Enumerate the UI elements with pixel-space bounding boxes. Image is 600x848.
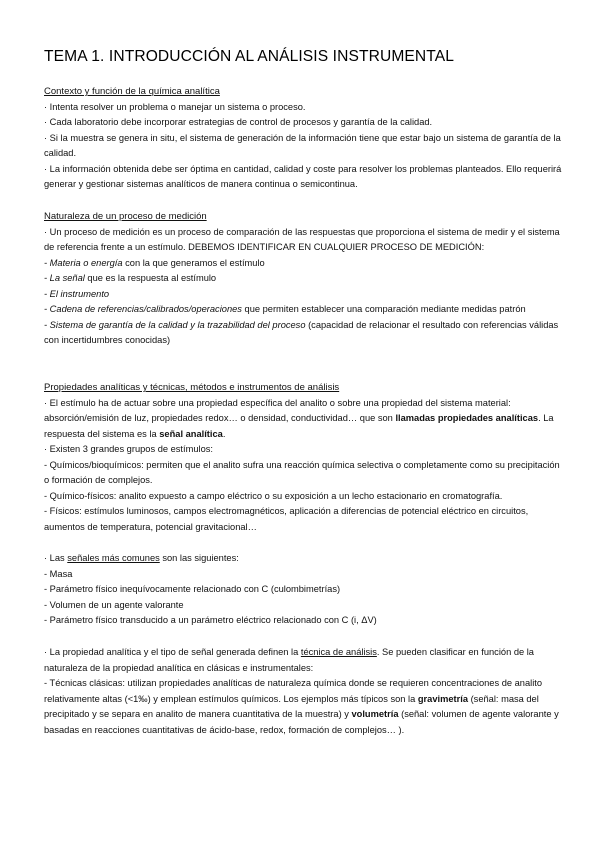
list-item: - Masa bbox=[44, 568, 73, 579]
paragraph: · La información obtenida debe ser óptima en cantidad, calidad y coste para resolver los problemas planteados. Ello requerirá generar y gestionar sistemas analíticos de manera continua o semicontinua. bbox=[44, 163, 562, 189]
list-item: - Cadena de referencias/calibrados/operaciones que permiten establecer una comparación mediante medidas patrón bbox=[44, 304, 526, 314]
paragraph: · Si la muestra se genera in situ, el sistema de generación de la información tiene que estar bajo un sistema de garantía de la calidad. bbox=[44, 132, 561, 158]
emphasis: - La señal bbox=[44, 273, 85, 283]
section-propiedades bbox=[44, 380, 564, 535]
underlined-term: señales más comunes bbox=[67, 553, 160, 563]
paragraph: · Un proceso de medición es un proceso de comparación de las respuestas que proporciona el sistema de medir y el sistema de referencia frente a un estímulo. DEBEMOS IDENTIFICAR EN CUALQUIER PROCESO DE MEDICIÓN: bbox=[44, 226, 560, 252]
list-item bbox=[44, 287, 564, 303]
list-item: - Físicos: estímulos luminosos, campos electromagnéticos, aplicación a diferencias de potencial eléctrico en circuitos, aumentos de temperatura, potencial gravitacional… bbox=[44, 506, 529, 532]
list-item: - Parámetro físico transducido a un parámetro eléctrico relacionado con C (i, ΔV) bbox=[44, 615, 377, 625]
emphasis: - Materia o energía bbox=[44, 257, 123, 268]
paragraph: · Intenta resolver un problema o manejar un sistema o proceso. bbox=[44, 101, 306, 112]
emphasis: - El instrumento bbox=[44, 288, 110, 299]
list-item: - Volumen de un agente valorante bbox=[44, 599, 184, 610]
list-item: - Sistema de garantía de la calidad y la trazabilidad del proceso (capacidad de relacionar el resultado con referencias válidas con incertidumbres conocidas) bbox=[44, 319, 559, 345]
bold-term: señal analítica bbox=[159, 428, 223, 439]
list-item: - La señal que es la respuesta al estímulo bbox=[44, 273, 217, 283]
bold-term: volumetría bbox=[351, 709, 399, 719]
paragraph: · Cada laboratorio debe incorporar estrategias de control de procesos y garantía de la calidad. bbox=[44, 117, 433, 127]
list-item: - Parámetro físico inequívocamente relacionado con C (culombimetrías) bbox=[44, 584, 341, 594]
section-tecnicas bbox=[44, 645, 564, 738]
section-heading: Naturaleza de un proceso de medición bbox=[44, 211, 207, 222]
paragraph: · Existen 3 grandes grupos de estímulos: bbox=[44, 444, 213, 454]
section-naturaleza bbox=[44, 209, 564, 349]
underlined-term: técnica de análisis bbox=[300, 647, 377, 657]
bold-term: gravimetría bbox=[417, 693, 468, 704]
paragraph: · Las señales más comunes son las siguientes: bbox=[44, 553, 239, 563]
section-heading: Propiedades analíticas y técnicas, métodos e instrumentos de análisis bbox=[44, 382, 340, 393]
paragraph: · La propiedad analítica y el tipo de señal generada definen la técnica de análisis. Se pueden clasificar en función de la naturaleza de la propiedad analítica en clásicas e instrumentales: bbox=[44, 647, 534, 673]
paragraph: · El estímulo ha de actuar sobre una propiedad específica del analito o sobre una propiedad del sistema material: absorción/emisión de luz, propiedades redox… o densidad, conductividad… que son llamadas propiedades analíticas. La respuesta del sistema es la señal analítica. bbox=[44, 397, 554, 439]
bold-term: llamadas propiedades analíticas bbox=[395, 413, 539, 423]
emphasis: - Cadena de referencias/calibrados/operaciones bbox=[44, 304, 242, 314]
page-title: TEMA 1. INTRODUCCIÓN AL ANÁLISIS INSTRUMENTAL bbox=[44, 48, 455, 65]
section-heading: Contexto y función de la química analítica bbox=[44, 86, 220, 97]
section-contexto bbox=[44, 84, 564, 193]
list-item: - Técnicas clásicas: utilizan propiedades analíticas de naturaleza química donde se requieren concentraciones de analito relativamente altas (<1‰) y emplean estímulos químicos. Los ejemplos más típicos son la gravimetría (señal: masa del precipitado y se separa en analito de manera cuantitativa de la muestra) y volumetría (señal: volumen de agente valorante y basadas en reacciones cuantitativas de ácido-base, redox, formación de complejos… ). bbox=[44, 678, 559, 735]
list-item: - Químico-físicos: analito expuesto a campo eléctrico o su exposición a un lecho estacionario en cromatografía. bbox=[44, 490, 503, 501]
list-item: - Materia o energía con la que generamos el estímulo bbox=[44, 257, 265, 268]
emphasis: - Sistema de garantía de la calidad y la trazabilidad del proceso bbox=[44, 319, 306, 330]
list-item: - Químicos/bioquímicos: permiten que el analito sufra una reacción química selectiva o completamente como su precipitación o formación de complejos. bbox=[44, 459, 560, 485]
section-senales bbox=[44, 551, 564, 629]
